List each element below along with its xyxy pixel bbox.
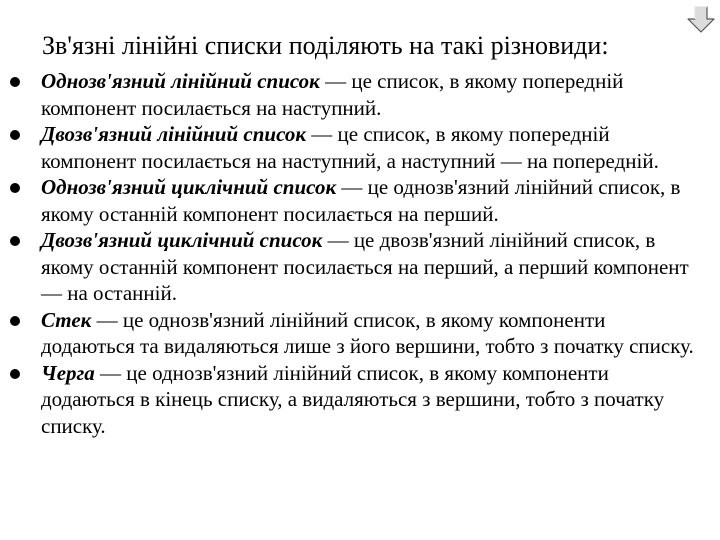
term-label: Однозв'язний циклічний список	[41, 175, 337, 199]
bullet-icon	[10, 183, 20, 193]
slide-title: Зв'язні лінійні списки поділяють на такі різновиди:	[42, 31, 609, 60]
term-label: Двозв'язний лінійний список	[41, 122, 307, 146]
term-label: Черга	[41, 360, 95, 385]
list-item-singly-circular	[0, 174, 720, 227]
definition-text: — це двозв'язний лінійний список, в якому останній компонент посилається на перший, а перший компонент — на останній.	[41, 228, 689, 305]
definition-list	[0, 68, 720, 439]
list-item-singly-linked	[0, 68, 720, 121]
list-item-stack	[0, 307, 720, 360]
term-label: Стек	[41, 307, 92, 332]
next-slide-button[interactable]	[686, 6, 716, 34]
bullet-icon	[10, 77, 20, 87]
bullet-icon	[10, 369, 20, 379]
definition-text: — це однозв'язний лінійний список, в якому компоненти додаються в кінець списку, а видаляються з вершини, тобто з початку списку.	[41, 360, 665, 438]
definition-text: — це список, в якому попередній компонент посилається на наступний, а наступний — на попередній.	[41, 122, 659, 173]
term-label: Однозв'язний лінійний список	[41, 69, 320, 93]
list-item-doubly-linked	[0, 121, 720, 174]
term-label: Двозв'язний циклічний список	[41, 228, 323, 252]
definition-text: — це однозв'язний лінійний список, в якому останній компонент посилається на перший.	[41, 175, 681, 226]
bullet-icon	[10, 130, 20, 140]
list-item-doubly-circular	[0, 227, 720, 307]
definition-text: — це список, в якому попередній компонент посилається на наступний.	[41, 69, 624, 120]
arrow-down-icon	[686, 6, 716, 34]
bullet-icon	[10, 236, 20, 246]
bullet-icon	[10, 316, 20, 326]
list-item-queue	[0, 360, 720, 440]
definition-text: — це однозв'язний лінійний список, в якому компоненти додаються та видаляються лише з його вершини, тобто з початку списку.	[41, 307, 694, 358]
